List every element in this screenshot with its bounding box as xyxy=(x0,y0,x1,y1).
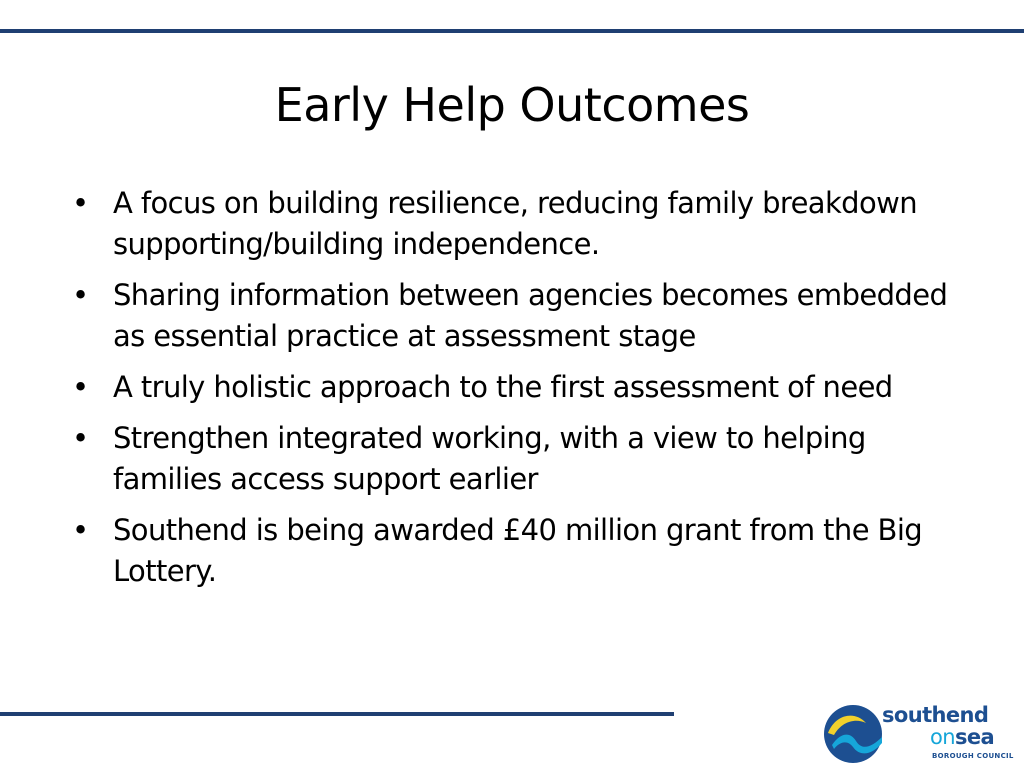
bullet-icon: • xyxy=(72,186,89,220)
bullet-icon: • xyxy=(72,513,89,547)
bullet-text: A truly holistic approach to the first assessment of need xyxy=(113,370,893,404)
logo-wordmark: southend xyxy=(882,703,989,727)
logo-on: on xyxy=(930,725,955,749)
bullet-item xyxy=(72,418,972,500)
bullet-icon: • xyxy=(72,421,89,455)
bullet-item xyxy=(72,367,972,408)
logo-wave-icon xyxy=(822,703,884,765)
council-logo xyxy=(822,703,1014,765)
bottom-divider xyxy=(0,712,674,716)
bullet-item xyxy=(72,183,972,265)
bullet-item xyxy=(72,510,972,592)
logo-council: BOROUGH COUNCIL xyxy=(932,752,1014,760)
logo-onsea xyxy=(930,725,994,749)
top-divider xyxy=(0,29,1024,33)
bullet-text: Southend is being awarded £40 million grant from the Big Lottery. xyxy=(113,513,923,588)
slide-title: Early Help Outcomes xyxy=(274,78,750,132)
bullet-icon: • xyxy=(72,370,89,404)
bullet-icon: • xyxy=(72,278,89,312)
logo-sea: sea xyxy=(954,725,995,749)
bullet-text: A focus on building resilience, reducing family breakdown supporting/building independence. xyxy=(113,186,918,261)
bullet-list xyxy=(72,183,972,602)
bullet-text: Sharing information between agencies becomes embedded as essential practice at assessment stage xyxy=(113,278,948,353)
bullet-item xyxy=(72,275,972,357)
bullet-text: Strengthen integrated working, with a view to helping families access support earlier xyxy=(113,421,866,496)
